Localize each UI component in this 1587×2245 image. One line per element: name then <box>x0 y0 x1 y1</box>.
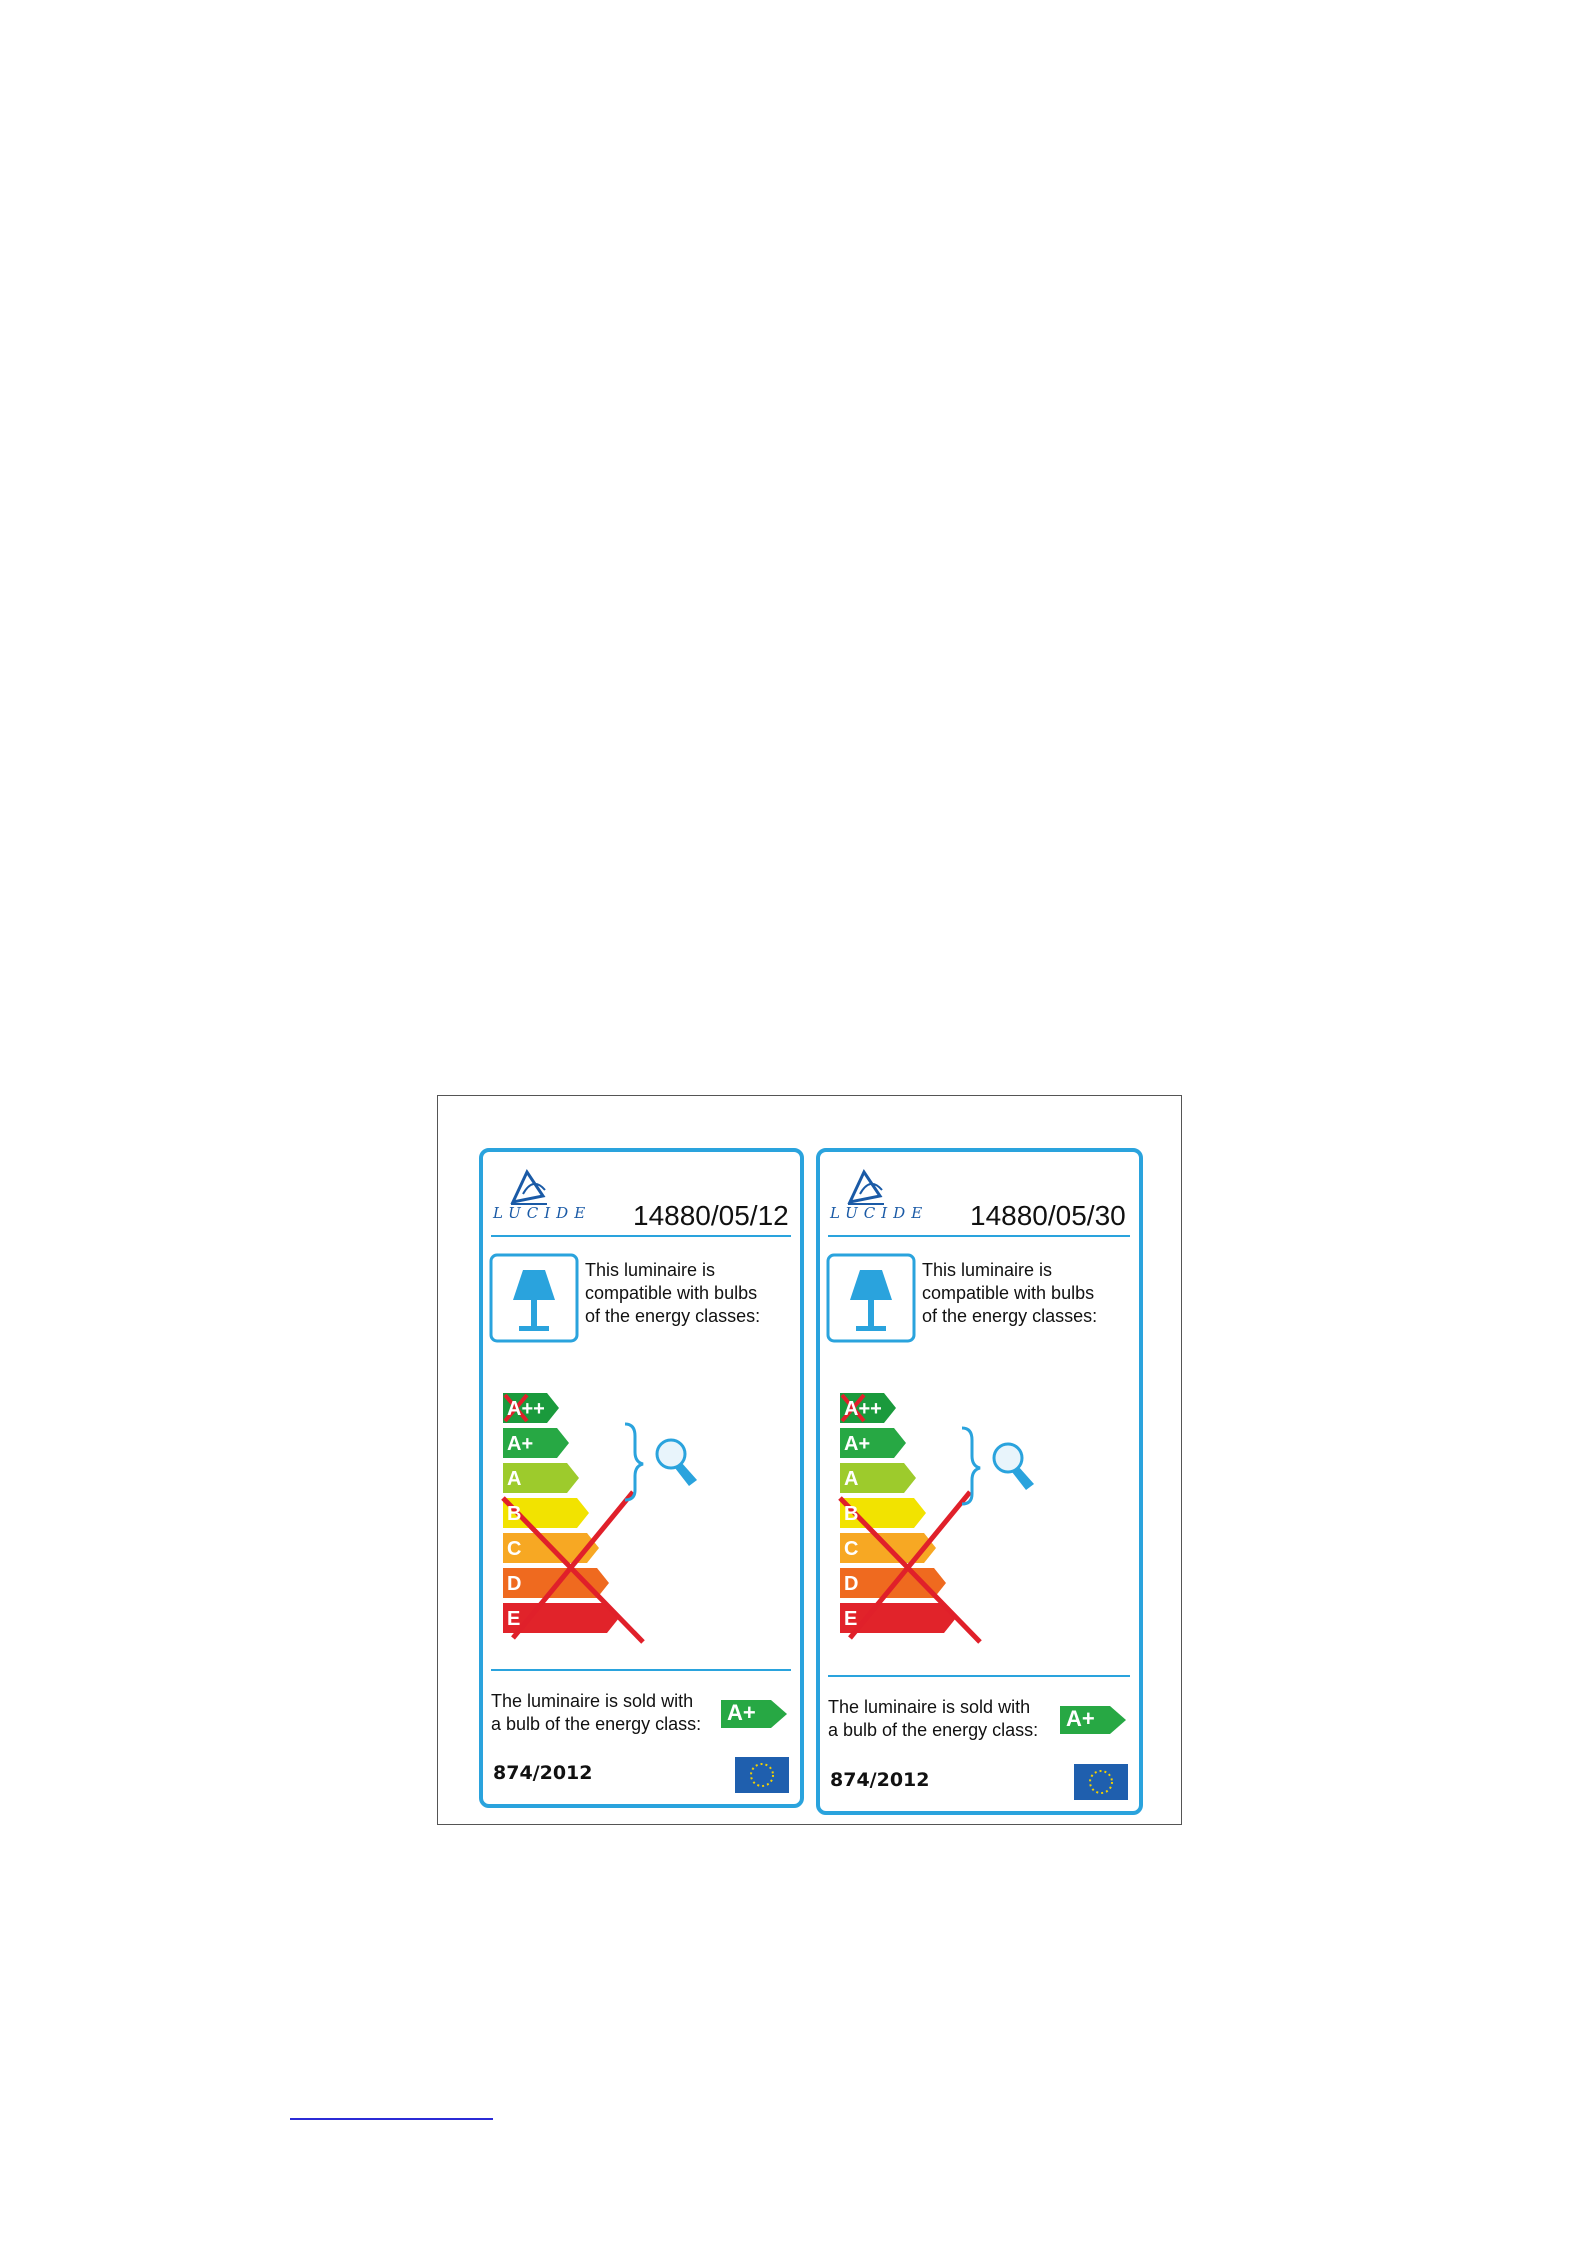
energy-class-letters <box>507 1396 545 1641</box>
compatibility-line: This luminaire is <box>585 1260 716 1280</box>
sold-line: a bulb of the energy class: <box>828 1720 1039 1740</box>
compatibility-line: compatible with bulbs <box>922 1283 1095 1303</box>
sold-with-text <box>828 1696 1038 1742</box>
class-letter: D <box>844 1573 859 1595</box>
sold-line: The luminaire is sold with <box>491 1691 694 1711</box>
regulation-number: 874/2012 <box>830 1769 930 1791</box>
class-letter: B <box>844 1503 859 1525</box>
sold-class-label: A+ <box>727 1700 756 1725</box>
energy-label-left <box>479 1148 804 1808</box>
class-letter: A++ <box>844 1398 882 1420</box>
class-letter: E <box>507 1608 521 1630</box>
eu-flag-icon <box>735 1757 789 1793</box>
class-letter: A <box>507 1468 522 1490</box>
energy-class-letters <box>844 1396 882 1641</box>
class-letter: C <box>844 1538 859 1560</box>
bulb-icon <box>657 1440 697 1486</box>
lamp-icon <box>828 1255 914 1341</box>
sold-with-text <box>491 1690 701 1736</box>
class-letter: D <box>507 1573 522 1595</box>
class-letter: C <box>507 1538 522 1560</box>
brand-name: LUCIDE <box>493 1204 592 1222</box>
class-letter: E <box>844 1608 858 1630</box>
compatibility-text <box>922 1259 1097 1328</box>
compatibility-line: of the energy classes: <box>585 1306 761 1326</box>
product-code: 14880/05/30 <box>970 1200 1126 1231</box>
lucide-logo-icon <box>511 1172 547 1204</box>
eu-flag-icon <box>1074 1764 1128 1800</box>
class-letter: A <box>844 1468 859 1490</box>
sold-line: The luminaire is sold with <box>828 1697 1031 1717</box>
regulation-number: 874/2012 <box>493 1762 593 1784</box>
bracket-icon <box>625 1424 643 1500</box>
product-code: 14880/05/12 <box>633 1200 789 1231</box>
brand-name: LUCIDE <box>830 1204 929 1222</box>
class-letter: A+ <box>844 1433 871 1455</box>
class-letter: A++ <box>507 1398 545 1420</box>
compatibility-line: This luminaire is <box>922 1260 1053 1280</box>
sold-class-label: A+ <box>1066 1706 1095 1731</box>
compatibility-line: compatible with bulbs <box>585 1283 758 1303</box>
sold-line: a bulb of the energy class: <box>491 1714 702 1734</box>
lamp-icon <box>491 1255 577 1341</box>
compatibility-text <box>585 1259 760 1328</box>
energy-label-figure <box>437 1095 1182 1825</box>
bracket-icon <box>962 1428 980 1504</box>
lucide-logo-icon <box>848 1172 884 1204</box>
bulb-icon <box>994 1444 1034 1490</box>
compatibility-line: of the energy classes: <box>922 1306 1098 1326</box>
energy-label-right <box>816 1148 1143 1815</box>
footnote-separator-link[interactable] <box>290 2118 493 2120</box>
class-letter: B <box>507 1503 522 1525</box>
class-letter: A+ <box>507 1433 534 1455</box>
